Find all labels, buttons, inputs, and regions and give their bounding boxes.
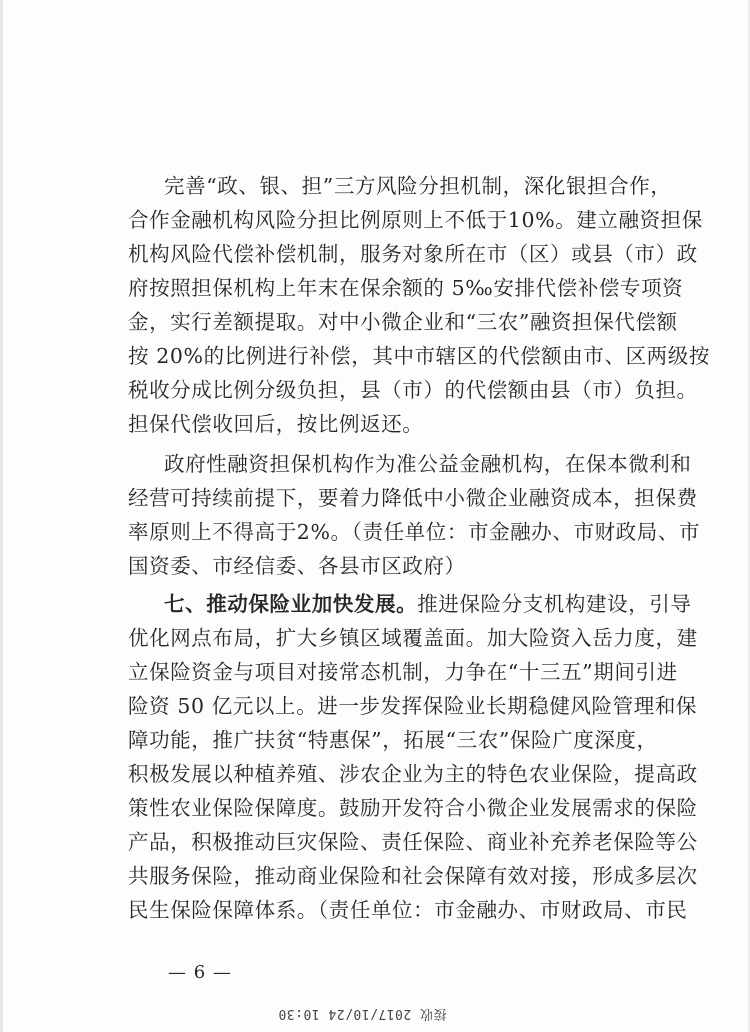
paragraph-line-3: 机构风险代偿补偿机制，服务对象所在市（区）或县（市）政 — [128, 242, 698, 266]
paragraph-line-1: 完善“政、银、担”三方风险分担机制，深化银担合作， — [164, 174, 672, 198]
section-7-line-10: 民生保险保障体系。（责任单位：市金融办、市财政局、市民 — [128, 898, 688, 922]
section-7-line-3: 立保险资金与项目对接常态机制，力争在“十三五”期间引进 — [128, 660, 678, 684]
paragraph-line-6: 按 20%的比例进行补偿，其中市辖区的代偿额由市、区两级按 — [128, 344, 710, 368]
section-7-line-6: 积极发展以种植养殖、涉农企业为主的特色农业保险，提高政 — [128, 762, 698, 786]
section-7-line-2: 优化网点布局，扩大乡镇区域覆盖面。加大险资入岳力度，建 — [128, 626, 698, 650]
fax-receipt-stamp: 接收 2017/10/24 10:30 — [278, 1006, 447, 1021]
paragraph-line-10: 经营可持续前提下，要着力降低中小微企业融资成本，担保费 — [128, 486, 698, 510]
section-7-line-7: 策性农业保险保障度。鼓励开发符合小微企业发展需求的保险 — [128, 796, 698, 820]
paragraph-line-2: 合作金融机构风险分担比例原则上不低于10%。建立融资担保 — [128, 208, 703, 232]
section-7-line-9: 共服务保险，推动商业保险和社会保障有效对接，形成多层次 — [128, 864, 698, 888]
section-7-heading: 七、推动保险业加快发展。 — [164, 592, 418, 616]
paragraph-line-7: 税收分成比例分级负担，县（市）的代偿额由县（市）负担。 — [128, 378, 698, 402]
section-7-line-5: 障功能，推广扶贫“特惠保”，拓展“三农”保险广度深度， — [128, 728, 658, 752]
paragraph-line-8: 担保代偿收回后，按比例返还。 — [128, 412, 424, 436]
section-7-first-line — [164, 590, 692, 618]
section-7-line-8: 产品，积极推动巨灾保险、责任保险、商业补充养老保险等公 — [128, 830, 698, 854]
page-number: — 6 — — [168, 962, 232, 983]
paragraph-line-4: 府按照担保机构上年末在保余额的 5‰安排代偿补偿专项资 — [128, 276, 684, 300]
scan-edge-left — [0, 0, 3, 1032]
section-7-line-4: 险资 50 亿元以上。进一步发挥保险业长期稳健风险管理和保 — [128, 694, 698, 718]
paragraph-line-5: 金，实行差额提取。对中小微企业和“三农”融资担保代偿额 — [128, 310, 678, 334]
paragraph-line-11: 率原则上不得高于2%。（责任单位：市金融办、市财政局、市 — [128, 520, 701, 544]
paragraph-line-9: 政府性融资担保机构作为准公益金融机构，在保本微利和 — [164, 452, 692, 476]
paragraph-line-12: 国资委、市经信委、各县市区政府） — [128, 554, 466, 578]
section-7-first-line-text: 推进保险分支机构建设，引导 — [417, 592, 692, 616]
